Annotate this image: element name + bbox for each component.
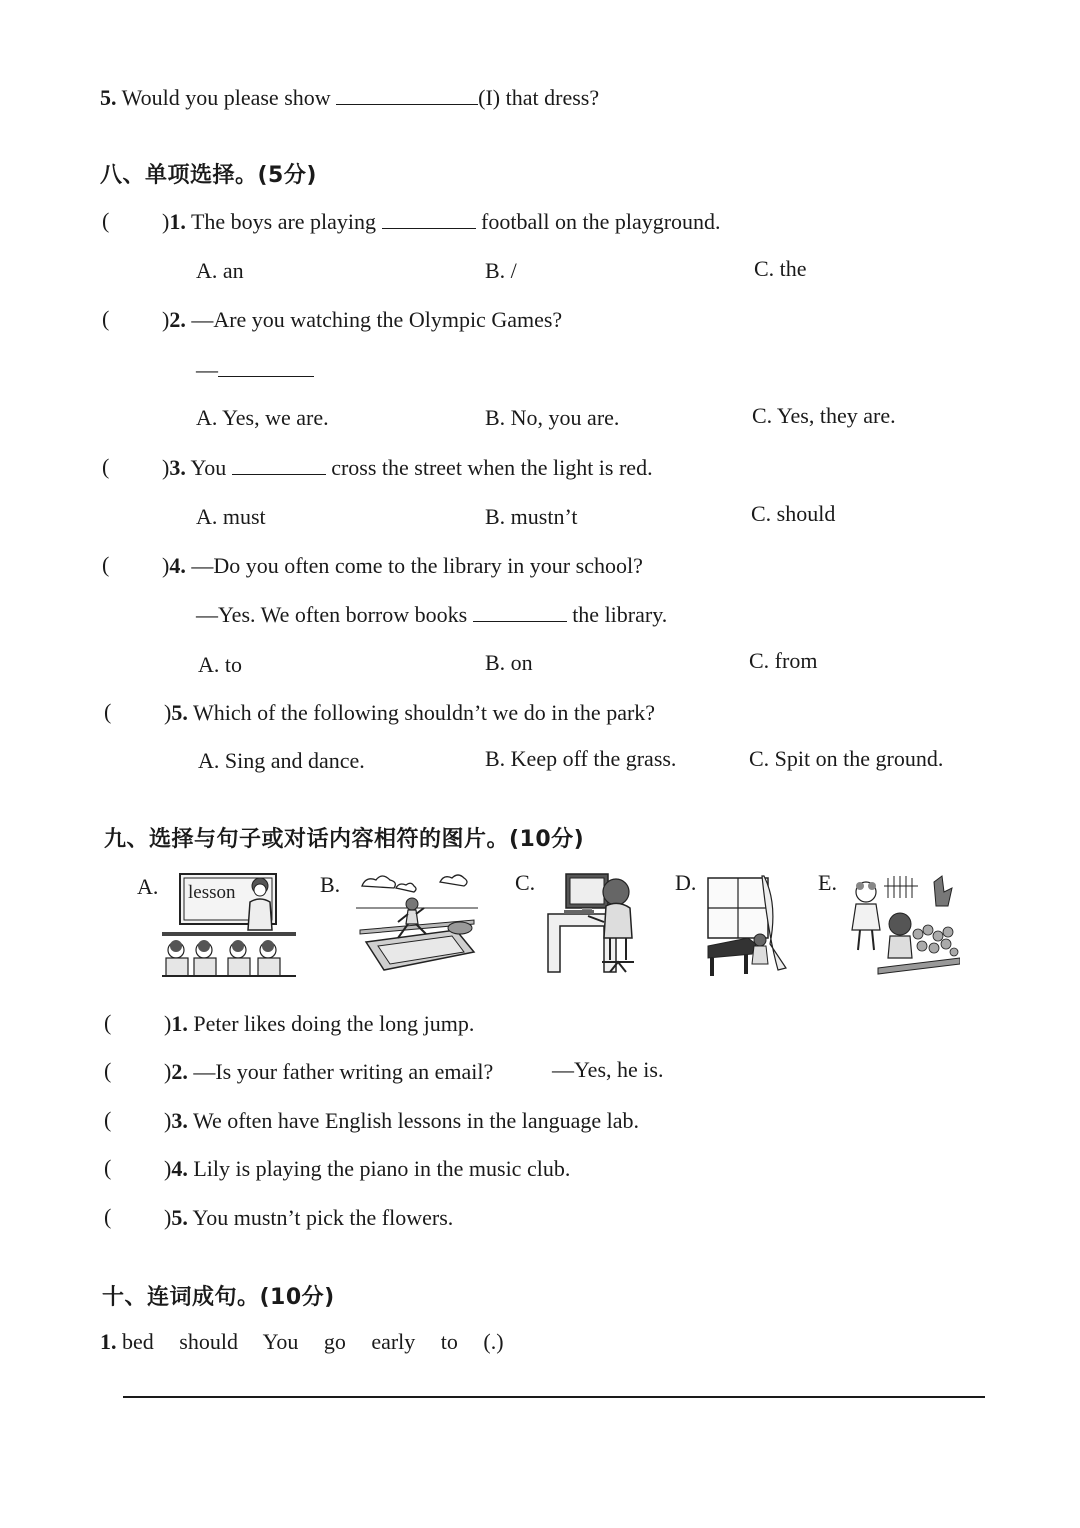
answer-paren-open[interactable]: ( xyxy=(104,699,112,724)
answer-blank[interactable] xyxy=(218,356,314,377)
word: early xyxy=(371,1329,416,1354)
s8-question-2: )2. —Are you watching the Olympic Games? xyxy=(162,307,563,332)
option-b: B. on xyxy=(485,650,533,675)
question-number: 4. xyxy=(171,1156,188,1181)
question-text: —Do you often come to the library in your school? xyxy=(191,553,643,578)
option-a: A. Sing and dance. xyxy=(198,748,365,773)
question-number: 2. xyxy=(171,1059,188,1084)
item-text-post: (I) that dress? xyxy=(478,85,600,110)
word: to xyxy=(440,1329,458,1354)
question-text-pre: You xyxy=(190,455,227,480)
item-number: 5. xyxy=(100,85,117,110)
board-text: lesson xyxy=(188,882,236,903)
s9-question-3: )3. We often have English lessons in the language lab. xyxy=(164,1108,639,1133)
s8-question-4: )4. —Do you often come to the library in your school? xyxy=(162,553,643,578)
option-c: C. from xyxy=(749,648,818,673)
section-9-heading: 九、选择与句子或对话内容相符的图片。(10分) xyxy=(104,827,585,852)
item-text-pre: Would you please show xyxy=(121,85,331,110)
answer-blank[interactable] xyxy=(232,454,326,475)
picture-label-a: A. xyxy=(137,874,159,899)
answer-blank[interactable] xyxy=(382,208,476,229)
word: You xyxy=(262,1329,299,1354)
question-text-post: cross the street when the light is red. xyxy=(331,455,653,480)
option-a: A. Yes, we are. xyxy=(196,405,329,430)
option-b: B. / xyxy=(485,258,517,283)
answer-paren-open[interactable]: ( xyxy=(104,1155,112,1180)
option-c: C. Spit on the ground. xyxy=(749,746,944,771)
picture-label-b: B. xyxy=(320,872,341,897)
long-jump-picture xyxy=(356,872,478,976)
section-8-heading: 八、单项选择。(5分) xyxy=(100,163,317,188)
s9-question-2: )2. —Is your father writing an email? xyxy=(164,1059,494,1084)
option-c: C. the xyxy=(754,256,807,281)
answer-paren-open[interactable]: ( xyxy=(102,306,110,331)
word: (.) xyxy=(483,1329,504,1354)
option-a: A. an xyxy=(196,258,244,283)
question-number: 2. xyxy=(169,307,186,332)
s8-question-2-reply: — xyxy=(196,356,314,384)
question-text-post: football on the playground. xyxy=(481,209,721,234)
answer-paren-open[interactable]: ( xyxy=(102,552,110,577)
question-number: 5. xyxy=(171,1205,188,1230)
answer-blank[interactable] xyxy=(473,601,567,622)
s10-question-1 xyxy=(100,1328,504,1356)
question-number: 3. xyxy=(171,1108,188,1133)
picture-label-c: C. xyxy=(515,870,536,895)
word: should xyxy=(179,1329,238,1354)
section-10-heading: 十、连词成句。(10分) xyxy=(102,1285,335,1310)
option-b: B. mustn’t xyxy=(485,504,578,529)
piano-picture xyxy=(704,874,792,978)
question-text: Peter likes doing the long jump. xyxy=(193,1011,475,1036)
answer-line[interactable] xyxy=(123,1396,985,1398)
question-number: 3. xyxy=(169,455,186,480)
option-c: C. should xyxy=(751,501,836,526)
flowers-picture xyxy=(848,872,960,976)
option-b: B. Keep off the grass. xyxy=(485,746,677,771)
word: go xyxy=(323,1329,346,1354)
answer-paren-open[interactable]: ( xyxy=(102,208,110,233)
option-b: B. No, you are. xyxy=(485,405,620,430)
question-number: 1. xyxy=(169,209,186,234)
s8-question-5: )5. Which of the following shouldn’t we do in the park? xyxy=(164,700,656,725)
s8-question-3: )3. You cross the street when the light is red. xyxy=(162,455,653,480)
question-text: Lily is playing the piano in the music club. xyxy=(193,1156,571,1181)
classroom-picture xyxy=(162,870,296,978)
s9-question-5: )5. You mustn’t pick the flowers. xyxy=(164,1205,454,1230)
answer-paren-open[interactable]: ( xyxy=(104,1010,112,1035)
question-text: —Are you watching the Olympic Games? xyxy=(191,307,563,332)
option-a: A. must xyxy=(196,504,266,529)
question-number: 5. xyxy=(171,700,188,725)
picture-label-d: D. xyxy=(675,870,697,895)
s9-question-2-reply: —Yes, he is. xyxy=(552,1057,664,1082)
option-c: C. Yes, they are. xyxy=(752,403,896,428)
question-text-pre: The boys are playing xyxy=(190,209,377,234)
option-a: A. to xyxy=(198,652,242,677)
question-text: You mustn’t pick the flowers. xyxy=(192,1205,454,1230)
computer-picture xyxy=(546,872,642,984)
picture-label-e: E. xyxy=(818,870,837,895)
s8-question-4-reply: —Yes. We often borrow books the library. xyxy=(196,602,668,627)
s9-question-1: )1. Peter likes doing the long jump. xyxy=(164,1011,475,1036)
question-text: —Is your father writing an email? xyxy=(193,1059,494,1084)
question-text: Which of the following shouldn’t we do in the park? xyxy=(192,700,656,725)
question-number: 1. xyxy=(100,1329,117,1354)
word: bed xyxy=(122,1329,154,1354)
answer-paren-open[interactable]: ( xyxy=(104,1107,112,1132)
top-item-5 xyxy=(100,84,599,112)
question-number: 1. xyxy=(171,1011,188,1036)
answer-blank[interactable] xyxy=(336,84,478,105)
question-number: 4. xyxy=(169,553,186,578)
question-text: We often have English lessons in the language lab. xyxy=(192,1108,639,1133)
s9-question-4: )4. Lily is playing the piano in the music club. xyxy=(164,1156,571,1181)
answer-paren-open[interactable]: ( xyxy=(104,1204,112,1229)
answer-paren-open[interactable]: ( xyxy=(102,454,110,479)
s8-question-1: )1. The boys are playing football on the playground. xyxy=(162,209,721,234)
answer-paren-open[interactable]: ( xyxy=(104,1058,112,1083)
